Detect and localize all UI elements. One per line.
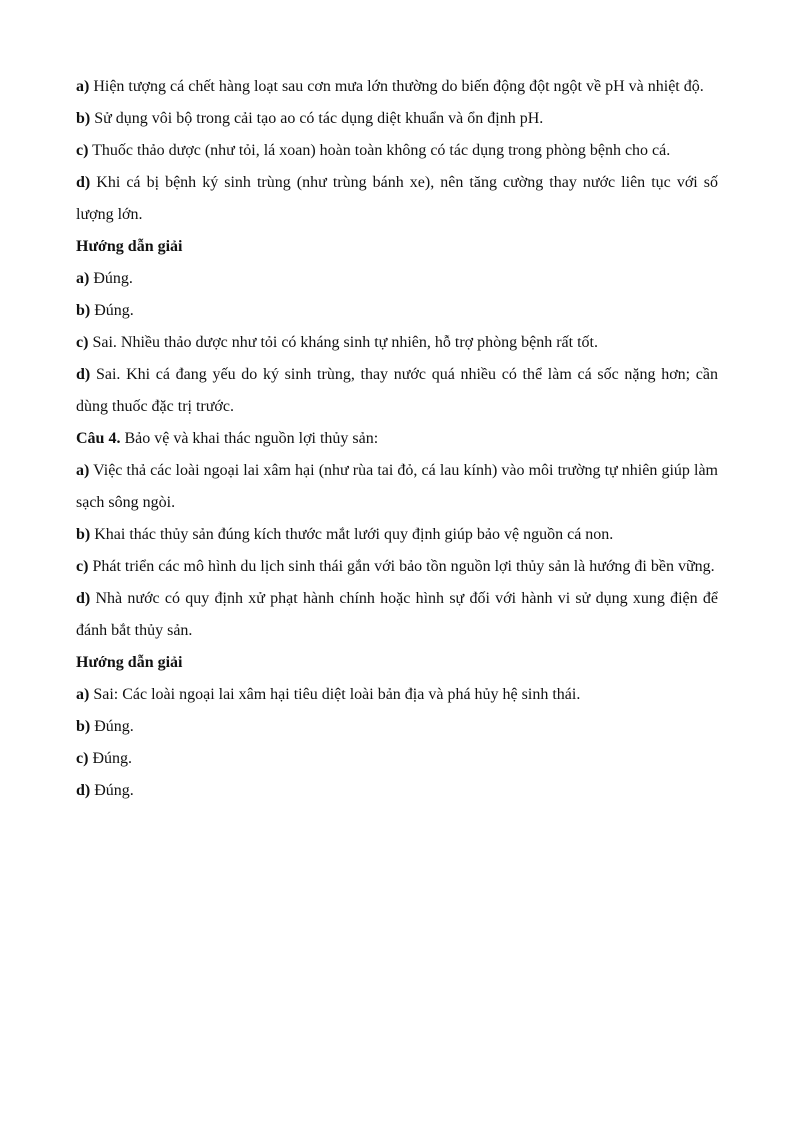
answer-label: b) <box>76 302 91 319</box>
statement-label: d) <box>76 174 91 191</box>
statement-text: Sử dụng vôi bộ trong cải tạo ao có tác dụng diệt khuẩn và ổn định pH. <box>94 110 544 127</box>
q4-answer-c <box>76 743 718 775</box>
statement-text: Hiện tượng cá chết hàng loạt sau cơn mưa lớn thường do biến động đột ngột về pH và nhiệt độ. <box>93 78 704 95</box>
statement-label: c) <box>76 558 89 575</box>
q4-answer-d <box>76 775 718 807</box>
answer-label: b) <box>76 718 91 735</box>
q3-statement-c <box>76 135 718 167</box>
statement-label: d) <box>76 590 91 607</box>
q3-solution-heading: Hướng dẫn giải <box>76 238 183 255</box>
q4-statement-c <box>76 551 718 583</box>
statement-label: a) <box>76 78 90 95</box>
question-text: Bảo vệ và khai thác nguồn lợi thủy sản: <box>124 430 379 447</box>
document-page <box>76 71 718 807</box>
answer-text: Đúng. <box>92 750 132 767</box>
answer-label: c) <box>76 334 89 351</box>
statement-label: c) <box>76 142 89 159</box>
statement-text: Khi cá bị bệnh ký sinh trùng (như trùng bánh xe), nên tăng cường thay nước liên tục với số lượng lớn. <box>76 174 718 223</box>
q3-answer-d <box>76 359 718 423</box>
statement-text: Khai thác thủy sản đúng kích thước mắt lưới quy định giúp bảo vệ nguồn cá non. <box>94 526 614 543</box>
q4-solution-heading: Hướng dẫn giải <box>76 654 183 671</box>
statement-text: Nhà nước có quy định xử phạt hành chính hoặc hình sự đối với hành vi sử dụng xung điện để đánh bắt thủy sản. <box>76 590 719 639</box>
statement-text: Thuốc thảo dược (như tỏi, lá xoan) hoàn toàn không có tác dụng trong phòng bệnh cho cá. <box>92 142 671 159</box>
answer-text: Sai: Các loài ngoại lai xâm hại tiêu diệt loài bản địa và phá hủy hệ sinh thái. <box>93 686 581 703</box>
question-label: Câu 4. <box>76 430 121 447</box>
q4-answer-b <box>76 711 718 743</box>
answer-text: Đúng. <box>94 302 134 319</box>
answer-text: Đúng. <box>93 270 133 287</box>
answer-text: Đúng. <box>94 782 134 799</box>
q3-statement-b <box>76 103 718 135</box>
q4-statement-d <box>76 583 718 647</box>
q3-statement-a <box>76 71 718 103</box>
answer-label: d) <box>76 366 91 383</box>
q4-title <box>76 423 718 455</box>
answer-text: Sai. Nhiều thảo dược như tỏi có kháng sinh tự nhiên, hỗ trợ phòng bệnh rất tốt. <box>92 334 598 351</box>
answer-label: d) <box>76 782 91 799</box>
answer-label: c) <box>76 750 89 767</box>
q4-statement-b <box>76 519 718 551</box>
statement-label: b) <box>76 110 91 127</box>
answer-label: a) <box>76 270 90 287</box>
statement-label: a) <box>76 462 90 479</box>
q3-answer-b <box>76 295 718 327</box>
answer-label: a) <box>76 686 90 703</box>
answer-text: Đúng. <box>94 718 134 735</box>
q4-answer-a <box>76 679 718 711</box>
q3-statement-d <box>76 167 718 231</box>
q3-answer-a <box>76 263 718 295</box>
statement-text: Việc thả các loài ngoại lai xâm hại (như rùa tai đỏ, cá lau kính) vào môi trường tự nhiên giúp làm sạch sông ngòi. <box>76 462 718 511</box>
q4-statement-a <box>76 455 718 519</box>
statement-label: b) <box>76 526 91 543</box>
q3-answer-c <box>76 327 718 359</box>
answer-text: Sai. Khi cá đang yếu do ký sinh trùng, thay nước quá nhiều có thể làm cá sốc nặng hơn; cần dùng thuốc đặc trị trước. <box>76 366 719 415</box>
statement-text: Phát triển các mô hình du lịch sinh thái gắn với bảo tồn nguồn lợi thủy sản là hướng đi bền vững. <box>92 558 715 575</box>
